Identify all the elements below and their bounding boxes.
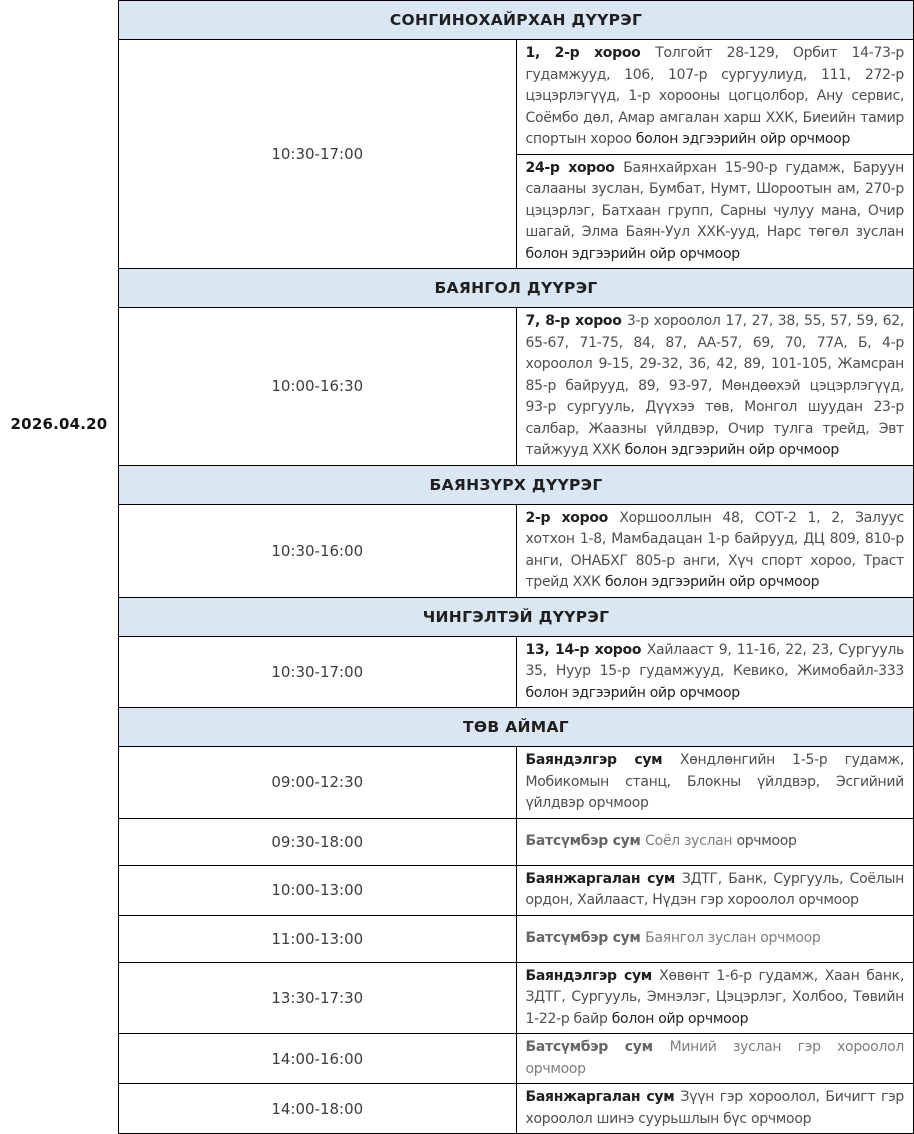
- area-segment-body: Хайлааст 9, 11-16, 22, 23, Сургууль 35, Нуур 15-р гудамжууд, Кевико, Жимобайл-333: [525, 641, 904, 679]
- area-cell: [516, 154, 914, 269]
- area-segment-body: Баянгол зуслан орчмоор: [645, 929, 821, 946]
- outage-schedule-table: [118, 0, 914, 1134]
- time-cell: 10:00-16:30: [119, 308, 517, 466]
- section-header-row: [119, 465, 914, 504]
- time-cell: 14:00-16:00: [119, 1034, 517, 1084]
- schedule-row: [119, 1034, 914, 1084]
- area-cell: [516, 504, 914, 597]
- time-cell: 09:00-12:30: [119, 747, 517, 819]
- section-header-row: [119, 708, 914, 747]
- time-cell: 10:30-17:00: [119, 40, 517, 269]
- area-segment-body: Хоршооллын 48, СОТ-2 1, 2, Залуус хотхон 1-8, Мамбадацан 1-р байрууд, ДЦ 809, 810-р анги, ОНАБХГ 805-р анги, Хүч спорт хороо, Траст трейд ХХК: [525, 509, 904, 590]
- area-segment-lead: 2-р хороо: [525, 509, 620, 526]
- section-title: БАЯНГОЛ ДҮҮРЭГ: [119, 269, 914, 308]
- time-cell: 10:30-17:00: [119, 636, 517, 708]
- area-segment-tail: болон ойр орчмоор: [611, 1010, 749, 1027]
- schedule-row: [119, 1084, 914, 1134]
- schedule-row: [119, 915, 914, 962]
- area-segment-tail: болон эдгээрийн ойр орчмоор: [635, 131, 851, 147]
- area-segment-lead: Баянжаргалан сум: [525, 870, 682, 887]
- area-segment-lead: Батсүмбэр сум: [525, 1039, 670, 1055]
- area-segment-lead: Баянжаргалан сум: [525, 1089, 681, 1105]
- area-cell: [516, 962, 914, 1034]
- area-cell: [516, 747, 914, 819]
- time-cell: 13:30-17:30: [119, 962, 517, 1034]
- area-segment-lead: Батсүмбэр сум: [525, 929, 646, 946]
- area-segment-lead: 7, 8-р хороо: [525, 313, 627, 329]
- schedule-row: [119, 40, 914, 155]
- area-segment-lead: Баяндэлгэр сум: [525, 967, 660, 984]
- schedule-row: [119, 818, 914, 865]
- area-cell: [516, 865, 914, 915]
- schedule-row: [119, 636, 914, 708]
- date-label: 2026.04.20: [10, 415, 108, 433]
- area-segment-body: Хөндлөнгийн 1-5-р гудамж, Мобикомын станц, Блокны үйлдвэр, Эсгийний үйлдвэр орчмоор: [525, 752, 904, 811]
- time-cell: 10:30-16:00: [119, 504, 517, 597]
- section-title: СОНГИНОХАЙРХАН ДҮҮРЭГ: [119, 1, 914, 40]
- time-cell: 11:00-13:00: [119, 915, 517, 962]
- area-cell: [516, 40, 914, 155]
- schedule-row: [119, 747, 914, 819]
- area-segment-tail: болон эдгээрийн ойр орчмоор: [604, 574, 820, 590]
- area-segment-body: Зүүн гэр хороолол, Бичигт гэр хороолол шинэ суурьшлын бүс орчмоор: [525, 1089, 904, 1127]
- schedule-row: [119, 308, 914, 466]
- schedule-row: [119, 504, 914, 597]
- time-cell: 09:30-18:00: [119, 818, 517, 865]
- area-segment-lead: Батсүмбэр сум: [525, 832, 646, 849]
- section-title: БАЯНЗҮРХ ДҮҮРЭГ: [119, 465, 914, 504]
- area-cell: [516, 915, 914, 962]
- area-segment-lead: Баяндэлгэр сум: [525, 752, 680, 768]
- schedule-row: [119, 962, 914, 1034]
- area-cell: [516, 1084, 914, 1134]
- schedule-row: [119, 865, 914, 915]
- area-segment-body: ЗДТГ, Банк, Сургууль, Соёлын ордон, Хайлааст, Нүдэн гэр хороолол орчмоор: [525, 870, 904, 908]
- area-segment-body: Хөвөнт 1-6-р гудамж, Хаан банк, ЗДТГ, Сургууль, Эмнэлэг, Цэцэрлэг, Холбоо, Төвийн 1-22-р байр: [525, 967, 904, 1027]
- time-cell: 10:00-13:00: [119, 865, 517, 915]
- area-segment-tail: болон эдгээрийн ойр орчмоор: [624, 442, 839, 458]
- area-cell: [516, 308, 914, 466]
- schedule-body: [119, 1, 914, 1134]
- section-header-row: [119, 597, 914, 636]
- area-segment-body: Миний зуслан гэр хороолол орчмоор: [525, 1039, 904, 1077]
- area-cell: [516, 636, 914, 708]
- area-segment-lead: 1, 2-р хороо: [525, 45, 656, 61]
- area-segment-body: Баянхайрхан 15-90-р гудамж, Баруун салааны зуслан, Бумбат, Нумт, Шороотын ам, 270-р цэцэрлэг, Батхаан групп, Сарны чулуу мана, Очир шагай, Элма Баян-Уул ХХК-ууд, Нарс төгөл зуслан: [525, 159, 904, 240]
- area-segment-tail: болон эдгээрийн ойр орчмоор: [525, 245, 740, 262]
- area-segment-tail: орчмоор: [736, 832, 797, 849]
- area-cell: [516, 1034, 914, 1084]
- area-segment-body: Соёл зуслан: [645, 832, 737, 849]
- time-cell: 14:00-18:00: [119, 1084, 517, 1134]
- area-segment-tail: болон эдгээрийн ойр орчмоор: [525, 684, 740, 701]
- section-title: ЧИНГЭЛТЭЙ ДҮҮРЭГ: [119, 597, 914, 636]
- area-segment-body: 3-р хороолол 17, 27, 38, 55, 57, 59, 62, 65-67, 71-75, 84, 87, АА-57, 69, 70, 77А, Б, 4-р хороолол 9-15, 29-32, 36, 42, 89, 101-105, Жамсран 85-р байрууд, 89, 93-97, Мөндөөхэй цэцэрлэгүүд, 93-р сургууль, Дүүхээ төв, Монгол шуудан 23-р салбар, Жаазны үйлдвэр, Очир тулга трейд, Эвт тайжууд ХХК: [525, 313, 904, 458]
- area-segment-body: Толгойт 28-129, Орбит 14-73-р гудамжууд, 106, 107-р сургуулиуд, 111, 272-р цэцэрлэгүүд, 1-р хорооны цогцолбор, Ану сервис, Соёмбо дөл, Амар амгалан харш ХХК, Биеийн тамир спортын хороо: [525, 45, 905, 147]
- section-title: ТӨВ АЙМАГ: [119, 708, 914, 747]
- area-segment-lead: 13, 14-р хороо: [525, 641, 647, 658]
- section-header-row: [119, 269, 914, 308]
- section-header-row: [119, 1, 914, 40]
- area-segment-lead: 24-р хороо: [525, 159, 624, 176]
- area-cell: [516, 818, 914, 865]
